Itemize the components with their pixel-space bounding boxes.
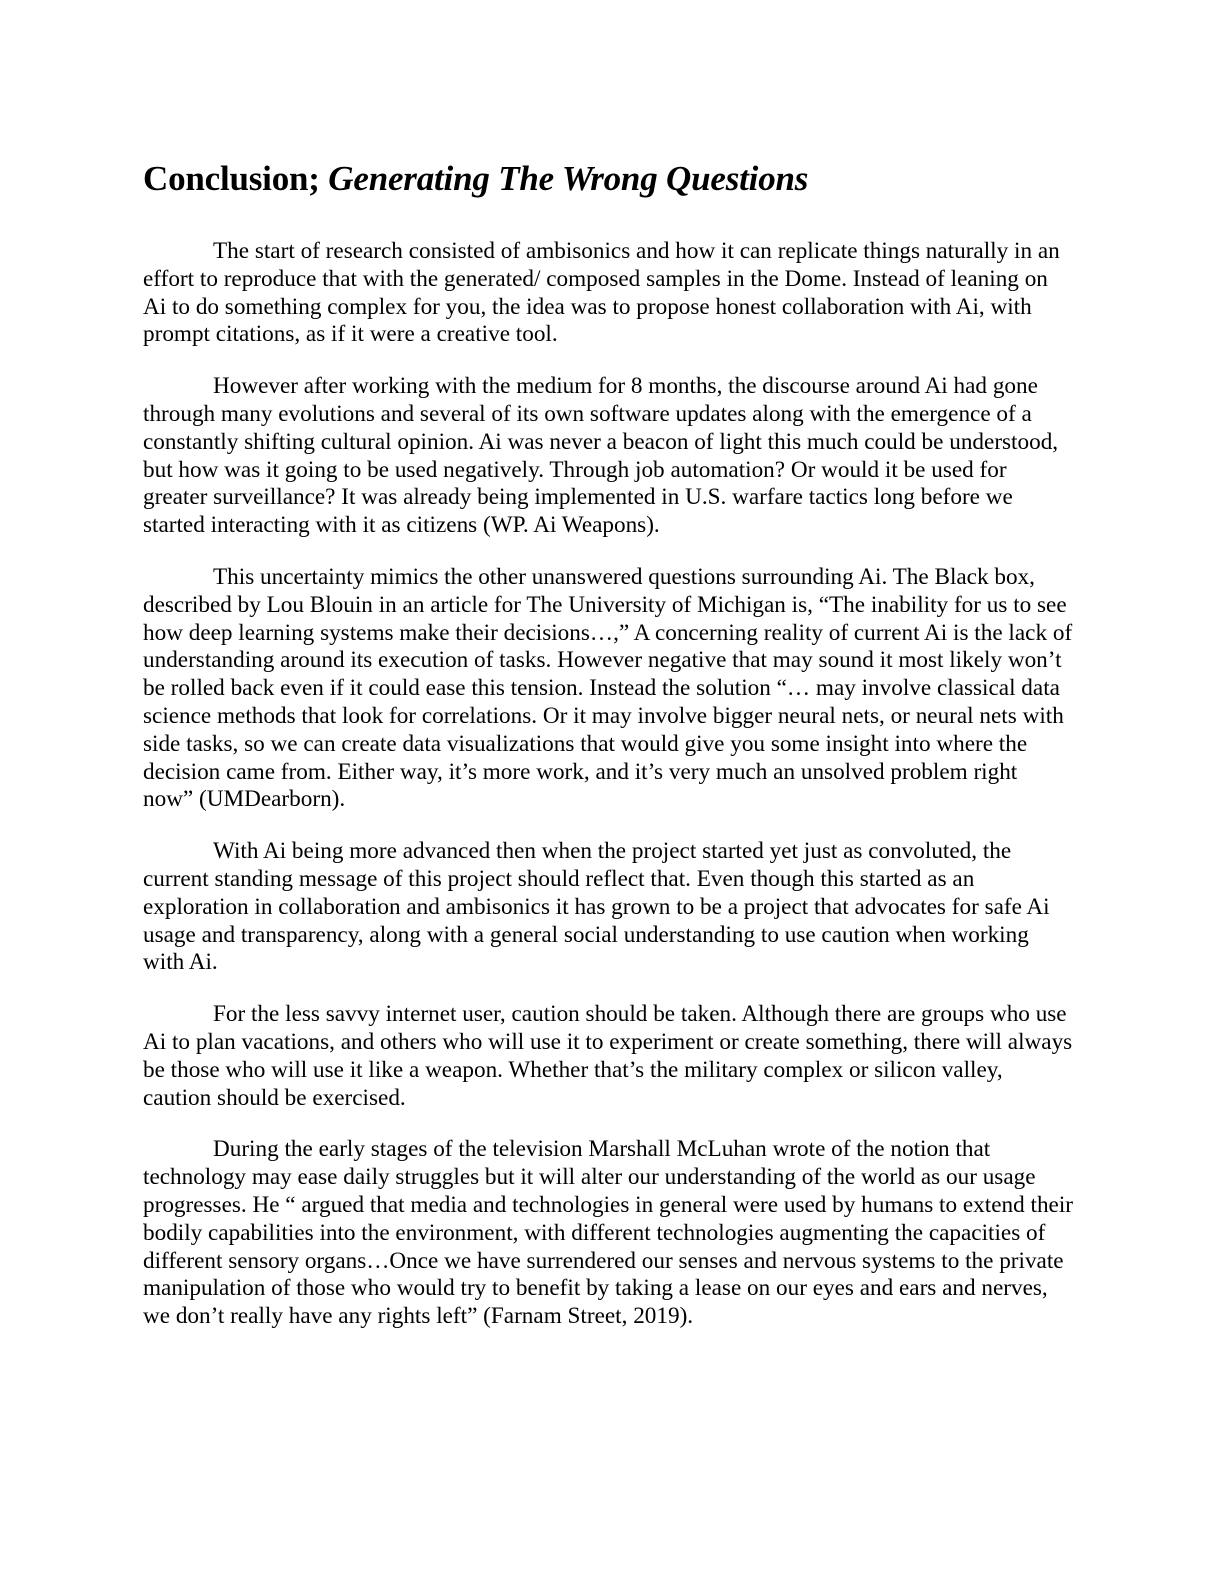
paragraph-6: During the early stages of the television Marshall McLuhan wrote of the notion that technology may ease daily struggles but it will alter our understanding of the world as our usage progresses. He “ argued that media and technologies in general were used by humans to extend their bodily capabilities into the environment, with different technologies augmenting the capacities of different sensory organs…Once we have surrendered our senses and nervous systems to the private manipulation of those who would try to benefit by taking a lease on our eyes and ears and nerves, we don’t really have any rights left” (Farnam Street, 2019). [143, 1136, 1073, 1330]
page-title-main: Conclusion; [143, 159, 320, 198]
paragraph-4: With Ai being more advanced then when the project started yet just as convoluted, the current standing message of this project should reflect that. Even though this started as an exploration in collaboration and ambisonics it has grown to be a project that advocates for safe Ai usage and transparency, along with a general social understanding to use caution when working with Ai. [143, 838, 1050, 976]
page-title-subtitle: Generating The Wrong Questions [328, 159, 809, 198]
page-title [143, 156, 1073, 202]
paragraph-2: However after working with the medium for 8 months, the discourse around Ai had gone through many evolutions and several of its own software updates along with the emergence of a constantly shifting cultural opinion. Ai was never a beacon of light this much could be understood, but how was it going to be used negatively. Through job automation? Or would it be used for greater surveillance? It was already being implemented in U.S. warfare tactics long before we started interacting with it as citizens (WP. Ai Weapons). [143, 373, 1059, 539]
paragraph-1: The start of research consisted of ambisonics and how it can replicate things naturally in an effort to reproduce that with the generated/ composed samples in the Dome. Instead of leaning on Ai to do something complex for you, the idea was to propose honest collaboration with Ai, with prompt citations, as if it were a creative tool. [143, 238, 1060, 348]
paragraph-3: This uncertainty mimics the other unanswered questions surrounding Ai. The Black box, described by Lou Blouin in an article for The University of Michigan is, “The inability for us to see how deep learning systems make their decisions…,” A concerning reality of current Ai is the lack of understanding around its execution of tasks. However negative that may sound it most likely won’t be rolled back even if it could ease this tension. Instead the solution “… may involve classical data science methods that look for correlations. Or it may involve bigger neural nets, or neural nets with side tasks, so we can create data visualizations that would give you some insight into where the decision came from. Either way, it’s more work, and it’s very much an unsolved problem right now” (UMDearborn). [143, 563, 1073, 813]
paragraph-5: For the less savvy internet user, caution should be taken. Although there are groups who use Ai to plan vacations, and others who will use it to experiment or create something, there will always be those who will use it like a weapon. Whether that’s the military complex or silicon valley, caution should be exercised. [143, 1001, 1073, 1111]
document-page [143, 156, 1073, 1355]
